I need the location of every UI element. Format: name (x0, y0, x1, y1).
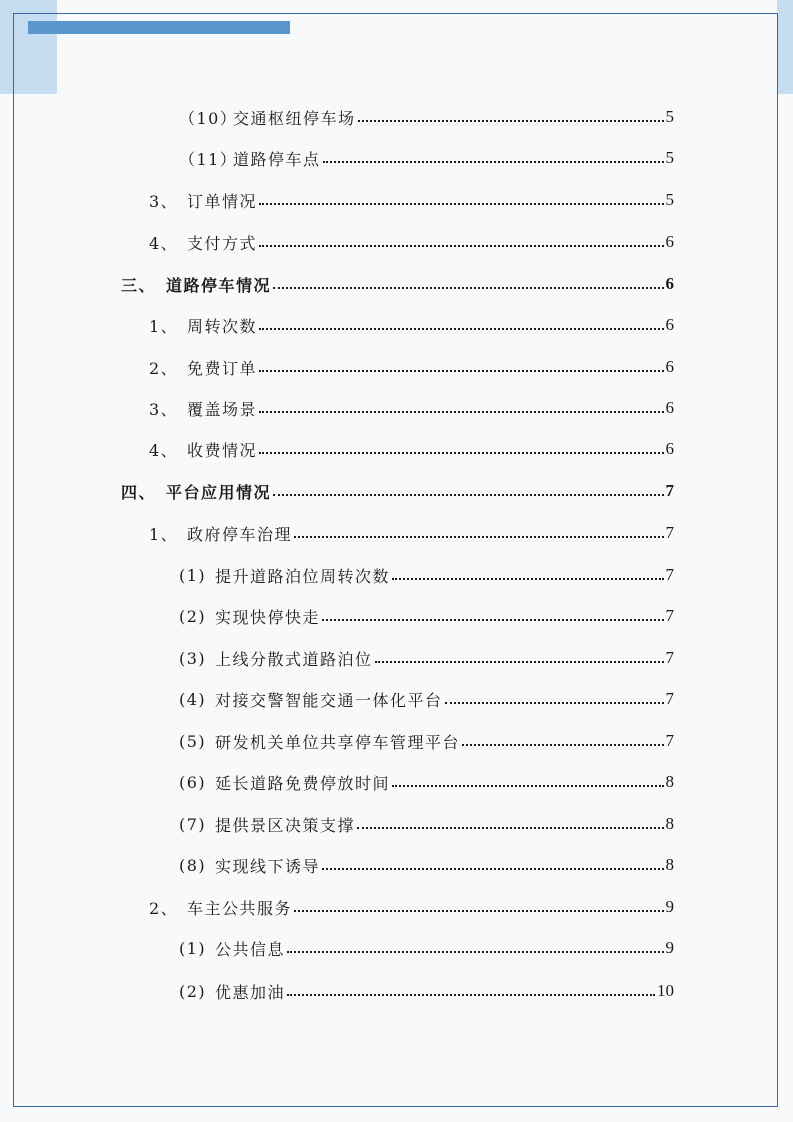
toc-entry-page: 7 (665, 481, 674, 500)
toc-entry-page: 6 (665, 274, 674, 293)
toc-entry[interactable] (149, 512, 674, 554)
toc-entry-number: 2、 (149, 898, 179, 918)
toc-entry-number: (1) (179, 938, 207, 958)
toc-entry-title: 支付方式 (187, 233, 258, 253)
toc-entry[interactable] (121, 470, 674, 512)
toc-entry-number: 4、 (149, 233, 179, 253)
toc-entry[interactable] (179, 678, 674, 720)
toc-entry[interactable] (149, 304, 674, 346)
toc-dot-leader (294, 910, 663, 912)
toc-dot-leader (323, 161, 664, 163)
toc-entry[interactable] (179, 720, 674, 762)
toc-entry[interactable] (179, 970, 674, 1012)
toc-entry[interactable] (179, 554, 674, 596)
toc-entry-page: 6 (665, 232, 674, 251)
toc-entry-title: 交通枢纽停车场 (233, 108, 356, 128)
toc-entry[interactable] (179, 803, 674, 845)
toc-entry-title: 对接交警智能交通一体化平台 (215, 690, 443, 710)
toc-entry-number: (6) (179, 772, 207, 792)
toc-entry-title: 优惠加油 (215, 982, 286, 1002)
toc-entry[interactable] (121, 263, 674, 305)
toc-entry-title: 覆盖场景 (187, 399, 258, 419)
toc-dot-leader (259, 411, 663, 413)
toc-entry-page: 9 (665, 897, 674, 916)
toc-entry-page: 5 (665, 107, 674, 126)
toc-dot-leader (287, 951, 663, 953)
toc-entry-number: (2) (179, 606, 207, 626)
toc-entry-page: 6 (665, 398, 674, 417)
toc-entry-number: (3) (179, 648, 207, 668)
toc-entry-number: (8) (179, 855, 207, 875)
toc-entry[interactable] (179, 96, 674, 138)
toc-entry-number: 四、 (121, 482, 157, 502)
toc-dot-leader (375, 661, 664, 663)
toc-dot-leader (259, 203, 663, 205)
toc-entry-number: 3、 (149, 399, 179, 419)
toc-entry-page: 5 (665, 190, 674, 209)
toc-dot-leader (392, 578, 663, 580)
toc-entry-page: 8 (665, 772, 674, 791)
toc-entry-title: 道路停车点 (233, 149, 321, 169)
toc-entry-number: (5) (179, 731, 207, 751)
toc-dot-leader (259, 328, 663, 330)
toc-entry-title: 订单情况 (187, 191, 258, 211)
toc-entry-page: 7 (665, 689, 674, 708)
toc-dot-leader (445, 702, 664, 704)
toc-entry-title: 上线分散式道路泊位 (215, 649, 373, 669)
toc-dot-leader (294, 536, 663, 538)
toc-entry-number: (2) (179, 981, 207, 1001)
toc-entry[interactable] (149, 387, 674, 429)
toc-entry-page: 6 (665, 439, 674, 458)
toc-entry-title: 道路停车情况 (166, 275, 272, 295)
toc-entry-title: 公共信息 (215, 939, 286, 959)
toc-entry-title: 周转次数 (187, 316, 258, 336)
toc-dot-leader (462, 744, 663, 746)
toc-dot-leader (259, 452, 663, 454)
toc-entry-title: 提供景区决策支撑 (215, 815, 356, 835)
toc-entry-title: 收费情况 (187, 440, 258, 460)
toc-entry-number: （10） (179, 108, 238, 128)
toc-entry-number: (4) (179, 689, 207, 709)
toc-entry-page: 7 (665, 606, 674, 625)
toc-entry-page: 5 (665, 148, 674, 167)
toc-dot-leader (287, 994, 655, 996)
toc-entry[interactable] (149, 179, 674, 221)
toc-entry-number: (1) (179, 565, 207, 585)
toc-entry-page: 9 (665, 938, 674, 957)
toc-dot-leader (273, 494, 663, 496)
toc-entry[interactable] (179, 637, 674, 679)
toc-dot-leader (322, 619, 663, 621)
corner-decoration-right (777, 0, 793, 94)
toc-entry-page: 7 (665, 565, 674, 584)
toc-entry-title: 免费订单 (187, 358, 258, 378)
toc-entry-page: 7 (665, 731, 674, 750)
toc-entry-page: 10 (657, 981, 674, 1000)
toc-entry-title: 研发机关单位共享停车管理平台 (215, 732, 461, 752)
toc-entry-page: 7 (665, 648, 674, 667)
toc-entry[interactable] (149, 221, 674, 263)
toc-entry-page: 6 (665, 315, 674, 334)
toc-entry[interactable] (179, 595, 674, 637)
toc-entry-title: 提升道路泊位周转次数 (215, 566, 391, 586)
toc-entry-page: 7 (665, 523, 674, 542)
toc-entry[interactable] (179, 137, 674, 179)
toc-entry-title: 平台应用情况 (166, 482, 272, 502)
toc-entry[interactable] (179, 761, 674, 803)
toc-entry-number: （11） (179, 149, 238, 169)
toc-entry-title: 实现线下诱导 (215, 856, 321, 876)
toc-entry-title: 政府停车治理 (187, 524, 293, 544)
toc-entry-title: 延长道路免费停放时间 (215, 773, 391, 793)
toc-entry-title: 车主公共服务 (187, 898, 293, 918)
toc-entry[interactable] (179, 844, 674, 886)
toc-entry-number: 3、 (149, 191, 179, 211)
toc-entry-page: 6 (665, 357, 674, 376)
toc-dot-leader (358, 120, 664, 122)
toc-entry-number: 1、 (149, 316, 179, 336)
toc-entry[interactable] (149, 886, 674, 928)
toc-entry-title: 实现快停快走 (215, 607, 321, 627)
toc-entry[interactable] (149, 346, 674, 388)
toc-dot-leader (273, 287, 663, 289)
toc-entry-page: 8 (665, 814, 674, 833)
toc-entry[interactable] (179, 927, 674, 969)
toc-entry[interactable] (149, 428, 674, 470)
toc-dot-leader (392, 785, 663, 787)
toc-dot-leader (259, 245, 663, 247)
toc-entry-number: (7) (179, 814, 207, 834)
toc-entry-page: 8 (665, 855, 674, 874)
toc-dot-leader (357, 827, 663, 829)
toc-dot-leader (322, 868, 663, 870)
toc-entry-number: 1、 (149, 524, 179, 544)
toc-entry-number: 4、 (149, 440, 179, 460)
toc-entry-number: 2、 (149, 358, 179, 378)
toc-entry-number: 三、 (121, 275, 157, 295)
toc-dot-leader (259, 370, 663, 372)
